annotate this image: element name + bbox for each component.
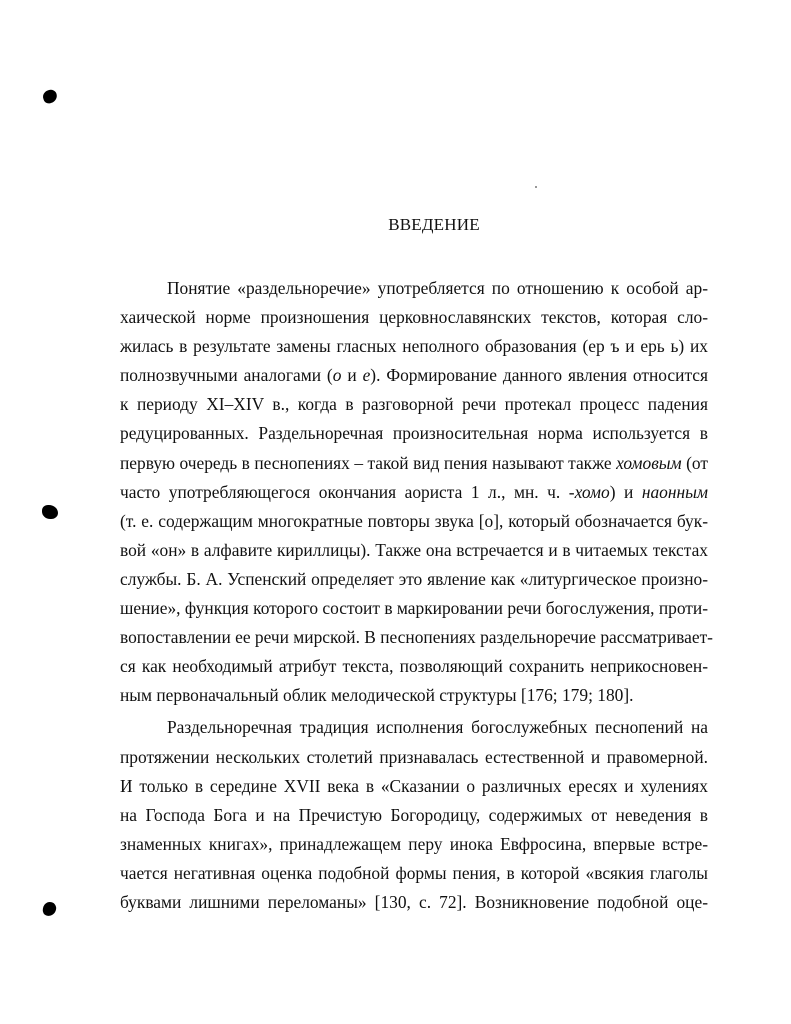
text-line <box>120 478 708 507</box>
text-line <box>120 361 708 390</box>
text-span: И только в середине XVII века в «Сказании о различных ересях и хулениях <box>120 775 708 796</box>
text-span: и <box>341 365 363 386</box>
text-span: ся как необходимый атрибут текста, позволяющий сохранить неприкосновен- <box>120 656 708 677</box>
text-line <box>120 623 713 652</box>
scan-speck <box>42 901 58 917</box>
text-line <box>120 772 708 801</box>
text-line <box>120 713 708 742</box>
text-line <box>120 681 708 710</box>
italic-span: -хомо <box>568 481 610 502</box>
text-line <box>120 652 708 681</box>
italic-span: хомовым <box>616 452 682 473</box>
text-line <box>120 274 708 303</box>
text-line <box>120 303 708 332</box>
text-line <box>120 536 708 565</box>
text-span: Раздельноречная традиция исполнения богослужебных песнопений на <box>167 717 708 738</box>
text-line <box>120 743 708 772</box>
body-text <box>120 274 713 917</box>
text-line <box>120 419 708 448</box>
text-span: к периоду XI–XIV в., когда в разговорной речи протекал процесс падения <box>120 394 708 415</box>
text-span: ) и <box>609 481 642 502</box>
text-span: шение», функция которого состоит в маркировании речи богослужения, проти- <box>120 598 708 619</box>
text-span: ным первоначальный облик мелодической структуры [176; 179; 180]. <box>120 685 634 706</box>
text-span: вой «он» в алфавите кириллицы). Также она встречается и в читаемых текстах <box>120 539 708 560</box>
text-span: буквами лишними переломаны» [130, с. 72]. Возникновение подобной оце- <box>120 891 708 912</box>
text-span: редуцированных. Раздельноречная произносительная норма используется в <box>120 423 708 444</box>
italic-span: е <box>362 365 371 386</box>
text-span: часто употребляющегося окончания аориста 1 л., мн. ч. <box>120 481 569 502</box>
text-line <box>120 859 708 888</box>
text-line <box>120 830 708 859</box>
text-span: жилась в результате замены гласных неполного образования (ер ъ и ерь ь) их <box>120 336 708 357</box>
text-span: полнозвучными аналогами ( <box>120 365 333 386</box>
scan-speck <box>42 505 58 519</box>
text-span: (т. е. содержащим многократные повторы звука [о], который обозначается бук- <box>120 510 708 531</box>
text-span: вопоставлении ее речи мирской. В песнопениях раздельноречие рассматривает- <box>120 627 713 648</box>
text-span: Понятие «раздельноречие» употребляется по отношению к особой ар- <box>167 278 708 298</box>
text-line <box>120 888 708 917</box>
text-line <box>120 801 708 830</box>
italic-span: наонным <box>641 481 709 502</box>
text-span: ). Формирование данного явления относится <box>370 365 708 386</box>
text-span: чается негативная оценка подобной формы пения, в которой «всякия глаголы <box>120 862 708 883</box>
text-span: хаической норме произношения церковнославянских текстов, которая сло- <box>120 307 708 328</box>
text-span: первую очередь в песнопениях – такой вид пения называют также <box>120 452 617 473</box>
scan-dot <box>535 186 537 188</box>
text-span: протяжении нескольких столетий признавалась естественной и правомерной. <box>120 746 708 767</box>
text-span: знаменных книгах», принадлежащем перу инока Евфросина, впервые встре- <box>120 833 708 854</box>
italic-span: о <box>332 365 342 386</box>
text-line <box>120 507 708 536</box>
text-line <box>120 390 708 419</box>
text-line <box>120 565 708 594</box>
text-span: (от <box>681 452 708 473</box>
text-line <box>120 332 708 361</box>
section-heading: ВВЕДЕНИЕ <box>388 215 480 234</box>
text-line <box>120 594 708 623</box>
scan-speck <box>41 88 58 105</box>
text-line <box>120 449 708 478</box>
text-span: службы. Б. А. Успенский определяет это явление как «литургическое произно- <box>120 568 708 589</box>
text-span: на Господа Бога и на Пречистую Богородицу, содержимых от неведения в <box>120 804 708 825</box>
